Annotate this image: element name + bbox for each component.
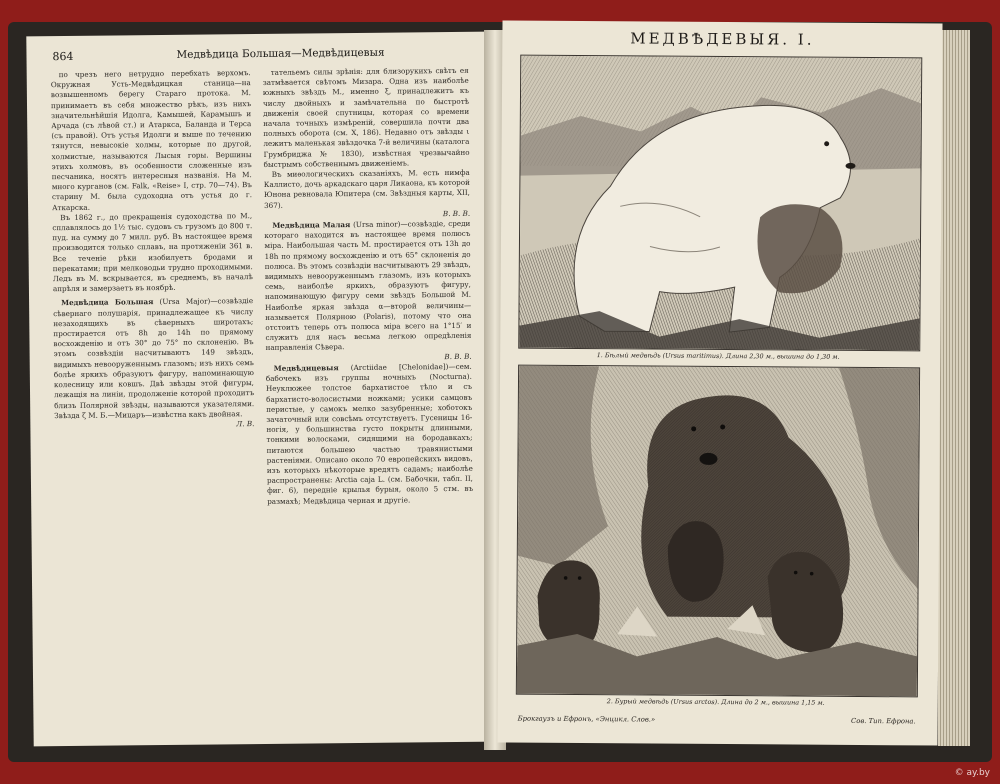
paragraph: Въ 1862 г., до прекращенія судоходства по М., сплавлялось до 1½ тыс. судовъ съ грузомъ до 800 т. пуд. на сумму до 7 милл. руб. Въ настоящее время производится только сплавъ, на протяженіи 361 в. Все теченіе рѣки изобилуетъ бродами и перекатами; при мелководьи трудно проходимыми. Ледъ въ М. вскрывается, въ среднемъ, въ началѣ апрѣля и замерзаетъ въ ноябрѣ. bbox=[52, 210, 253, 294]
polar-bear-illustration bbox=[519, 56, 921, 351]
printer-credit: Сов. Тип. Ефрона. bbox=[851, 716, 916, 726]
entry-title: Медвѣдица Большая bbox=[61, 297, 154, 308]
running-head: Медвѣдица Большая—Медвѣдицевыя bbox=[176, 46, 385, 61]
left-column bbox=[51, 68, 258, 740]
left-page bbox=[26, 32, 493, 747]
caption-polar-bear: 1. Бѣлый медвѣдь (Ursus maritimus). Длина 2,30 м., вышина до 1,30 м. bbox=[596, 351, 840, 361]
entry-ursa-minor bbox=[264, 219, 471, 354]
brown-bear-engraving bbox=[516, 365, 920, 698]
entry-text: (Arctiidae [Chelonidae])—сем. бабочекъ изъ группы ночныхъ (Nocturna). Неуклюжее толстое бархатистое тѣло и съ бархатисто-волосистыми ножками; усики самцовъ перистые, у самокъ мелко зазубренные; хоботокъ зачаточный или совсѣмъ отсутствуетъ. Гусеницы 16-ногія, у большинства густо покрыты длинными, тонкими волосками, сидящими на бородавкахъ; питаются большею частью травянистыми растеніями. Описано около 70 европейскихъ видовъ, изъ которыхъ нѣкоторые вредятъ садамъ; наиболѣе распространены: Arctia caja L. (см. Бабочки, табл. II, фиг. 6), передніе крылья бурыя, около 5 стм. въ размахѣ; Медвѣдица черная и другіе. bbox=[265, 361, 474, 506]
entry-text: (Ursa minor)—созвѣздіе, среди котораго находится въ настоящее время полюсъ міра. Наибольшая часть М. простирается отъ 13h до 18h по прямому восхожденію и отъ 65° склоненія до полюса. Въ этомъ созвѣздіи насчитываютъ 29 звѣздъ, видимыхъ невооруженнымъ глазомъ, изъ которыхъ семь, наиболѣе яркихъ, образуютъ фигуру, напоминающую фигуру семи звѣздъ Большой М. Наиболѣе яркая звѣзда α—второй величины—называется Полярною (Polaris), потому что она отстоитъ теперь отъ полюса міра всего на 1°15′ и служитъ для насъ весьма легкою опредѣленія направленія Сѣвера. bbox=[264, 218, 472, 353]
entry-title: Медвѣдицевыя bbox=[273, 363, 339, 373]
right-column bbox=[263, 66, 476, 738]
signature: В. В. В. bbox=[444, 351, 472, 361]
right-page bbox=[497, 20, 942, 745]
watermark: © ay.by bbox=[954, 768, 990, 778]
paragraph: по чрезъ него нетрудно перебхать верхомъ. Окружная Усть-Медвѣдицкая станица—на возвышенномъ берегу Стараго протока. М. принимаетъ въ себя множество рѣкъ, изъ нихъ значительнѣйшія Идолга, Камышей, Карамышъ и Арчада (съ лѣвой ст.) и Атаркса, Баланда и Терса (съ правой). Отъ устья Идолги и выше по течению тянутся, невысокіе холмы, которые по другой, холмистые, называются Лысыя горы. Вершины этихъ холмовъ, въ особенности сложенные изъ песчаника, носятъ интересныя названія. На М. много курганов (см. Falk, «Reise» I, стр. 70—74). Въ старину М. была судоходна отъ устья до г. Аткарска. bbox=[50, 68, 253, 212]
page-number: 864 bbox=[52, 49, 74, 64]
plate-title: МЕДВѢДЕВЫЯ. I. bbox=[630, 29, 815, 49]
entry-text: (Ursa Major)—созвѣздіе сѣвернаго полушарія, принадлежащее къ числу незаходящихъ въ сѣверныхъ широтахъ; простирается отъ 8h до 14h по прямому восхожденію и отъ 30° до 75° по склоненію. Въ этомъ созвѣздіи насчитываютъ 149 звѣздъ, видимыхъ невооруженнымъ глазомъ; изъ нихъ семь болѣе яркихъ образуютъ фигуру, напоминающую колесницу или ковшъ. Двѣ звѣзды этой фигуры, лежащія на линіи, продолженіе которой проходитъ близъ Полярной звѣзды, называются указателями. Звѣзда ζ М. Б.—Мицаръ—извѣстна какъ двойная. bbox=[53, 296, 255, 420]
signature: Л. В. bbox=[236, 418, 255, 429]
page-edges bbox=[938, 30, 970, 746]
entry-arctiidae bbox=[266, 362, 473, 507]
paragraph: тательемъ силы зрѣнія: для близорукихъ свѣтъ ея затмѣвается свѣтомъ Мизара. Одна изъ наиболѣе южныхъ звѣздъ М., именно ξ, принадлежитъ къ числу двойныхъ и замѣчательна по быстротѣ движенія своей спутницы, которая со времени начала точныхъ измѣреній, совершила почти два полныхъ оборота (см. X, 186). Недавно отъ звѣзды ι лежитъ маленькая звѣздочка 7-й величины (каталога Грумбриджа № 1830), извѣстная чрезвычайно быстрымъ собственнымъ движеніемъ. bbox=[262, 65, 470, 169]
publisher-credit: Брокгаузъ и Ефронъ, «Энцикл. Слов.» bbox=[517, 714, 656, 724]
caption-brown-bear: 2. Бурый медвѣдь (Ursus arctos). Длина до 2 м., вышина 1,15 м. bbox=[606, 697, 825, 707]
col1-paragraphs bbox=[51, 68, 253, 295]
polar-bear-engraving bbox=[518, 55, 922, 352]
signature: В. В. В. bbox=[442, 208, 471, 218]
paragraph: Въ миѳологическихъ сказаніяхъ, М. есть нимфа Каллисто, дочь аркадскаго царя Ликаона, къ которой Юнона ревновала Юпитера (см. Звѣздныя карты, XII, 367). bbox=[263, 167, 471, 210]
col2-paragraphs bbox=[263, 66, 470, 211]
brown-bear-illustration bbox=[517, 366, 919, 697]
entry-ursa-major bbox=[53, 297, 254, 422]
entry-title: Медвѣдица Малая bbox=[272, 220, 351, 230]
